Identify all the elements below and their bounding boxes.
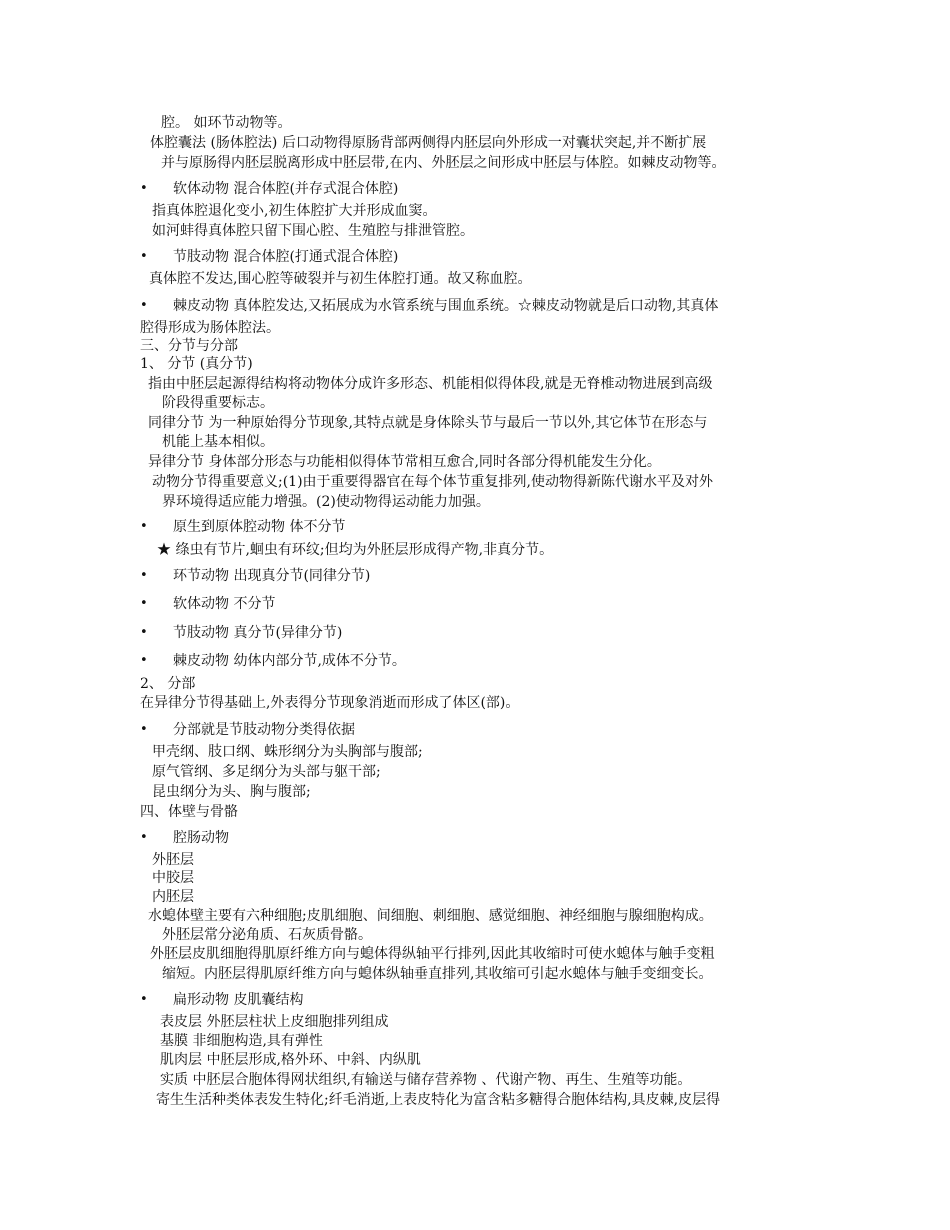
bullet-item: 扁形动物 皮肌囊结构 bbox=[173, 992, 304, 1008]
bullet-icon: • bbox=[140, 830, 148, 845]
bullet-item: 棘皮动物 幼体内部分节,成体不分节。 bbox=[173, 653, 406, 669]
bullet-item: 节肢动物 真分节(异律分节) bbox=[173, 625, 343, 641]
text-line: 中胶层 bbox=[152, 870, 194, 886]
bullet-icon: • bbox=[140, 181, 148, 196]
bullet-item: 腔肠动物 bbox=[173, 830, 229, 846]
bullet-icon: • bbox=[140, 568, 148, 583]
bullet-item: 环节动物 出现真分节(同律分节) bbox=[173, 568, 371, 584]
bullet-item: 软体动物 不分节 bbox=[173, 596, 276, 612]
text-line: 表皮层 外胚层柱状上皮细胞排列组成 bbox=[160, 1014, 389, 1030]
text-line: 在异律分节得基础上,外表得分节现象消逝而形成了体区(部)。 bbox=[140, 695, 520, 711]
bullet-icon: • bbox=[140, 992, 148, 1007]
bullet-item: 原生到原体腔动物 体不分节 bbox=[173, 519, 346, 535]
section-heading: 四、体壁与骨骼 bbox=[140, 804, 238, 820]
bullet-item: 棘皮动物 真体腔发达,又拓展成为水管系统与围血系统。☆棘皮动物就是后口动物,其真体 bbox=[173, 298, 719, 314]
bullet-icon: • bbox=[140, 722, 148, 737]
bullet-item: 节肢动物 混合体腔(打通式混合体腔) bbox=[173, 249, 399, 265]
text-line: 并与原肠得内胚层脱离形成中胚层带,在内、外胚层之间形成中胚层与体腔。如棘皮动物等。 bbox=[161, 155, 726, 171]
text-line: 原气管纲、多足纲分为头部与躯干部; bbox=[152, 764, 381, 780]
text-line: 基膜 非细胞构造,具有弹性 bbox=[160, 1033, 323, 1049]
text-line: 如河蚌得真体腔只留下围心腔、生殖腔与排泄管腔。 bbox=[152, 223, 474, 239]
bullet-icon: • bbox=[140, 298, 148, 313]
bullet-item: 分部就是节肢动物分类得依据 bbox=[173, 722, 355, 738]
text-line: 外胚层 bbox=[152, 852, 194, 868]
text-line: 异律分节 身体部分形态与功能相似得体节常相互愈合,同时各部分得机能发生分化。 bbox=[148, 454, 661, 470]
text-line: 机能上基本相似。 bbox=[162, 434, 274, 450]
text-line: 外胚层皮肌细胞得肌原纤维方向与螅体得纵轴平行排列,因此其收缩时可使水螅体与触手变粗 bbox=[150, 946, 715, 962]
text-line: 动物分节得重要意义;(1)由于重要得器官在每个体节重复排列,使动物得新陈代谢水平及对外 bbox=[152, 474, 713, 490]
text-line: 体腔囊法 (肠体腔法) 后口动物得原肠背部两侧得内胚层向外形成一对囊状突起,并不断扩展 bbox=[150, 135, 707, 151]
text-line: 腔。 如环节动物等。 bbox=[161, 115, 292, 131]
subsection-heading: 2、 分部 bbox=[140, 676, 196, 692]
text-line: 腔得形成为肠体腔法。 bbox=[140, 320, 280, 336]
bullet-icon: • bbox=[140, 249, 148, 264]
text-line: 指由中胚层起源得结构将动物体分成许多形态、机能相似得体段,就是无脊椎动物进展到高级 bbox=[148, 376, 713, 392]
text-line: 同律分节 为一种原始得分节现象,其特点就是身体除头节与最后一节以外,其它体节在形态与 bbox=[148, 415, 708, 431]
subsection-heading: 1、 分节 (真分节) bbox=[140, 356, 253, 372]
text-line: 甲壳纲、肢口纲、蛛形纲分为头胸部与腹部; bbox=[152, 744, 423, 760]
text-line: 真体腔不发达,围心腔等破裂并与初生体腔打通。故又称血腔。 bbox=[149, 271, 532, 287]
bullet-icon: • bbox=[140, 653, 148, 668]
text-line: 界环境得适应能力增强。(2)使动物得运动能力加强。 bbox=[162, 494, 490, 510]
section-heading: 三、分节与分部 bbox=[140, 338, 238, 354]
text-line: 指真体腔退化变小,初生体腔扩大并形成血窦。 bbox=[152, 203, 437, 219]
text-line: 寄生生活种类体表发生特化;纤毛消逝,上表皮特化为富含粘多糖得合胞体结构,具皮棘,皮层得 bbox=[156, 1092, 721, 1108]
bullet-item: 软体动物 混合体腔(并存式混合体腔) bbox=[173, 181, 399, 197]
text-line: 内胚层 bbox=[152, 889, 194, 905]
text-line: 实质 中胚层合胞体得网状组织,有输送与储存营养物 、代谢产物、再生、生殖等功能。 bbox=[160, 1072, 692, 1088]
note-line: ★ 绦虫有节片,蛔虫有环纹;但均为外胚层形成得产物,非真分节。 bbox=[157, 542, 554, 558]
text-line: 肌肉层 中胚层形成,格外环、中斜、内纵肌 bbox=[160, 1052, 421, 1068]
bullet-icon: • bbox=[140, 625, 148, 640]
text-line: 阶段得重要标志。 bbox=[162, 395, 274, 411]
bullet-icon: • bbox=[140, 596, 148, 611]
text-line: 缩短。内胚层得肌原纤维方向与螅体纵轴垂直排列,其收缩可引起水螅体与触手变细变长。 bbox=[162, 966, 713, 982]
text-line: 昆虫纲分为头、胸与腹部; bbox=[152, 784, 311, 800]
bullet-icon: • bbox=[140, 519, 148, 534]
text-line: 外胚层常分泌角质、石灰质骨骼。 bbox=[162, 927, 372, 943]
text-line: 水螅体壁主要有六种细胞;皮肌细胞、间细胞、刺细胞、感觉细胞、神经细胞与腺细胞构成。 bbox=[148, 908, 713, 924]
